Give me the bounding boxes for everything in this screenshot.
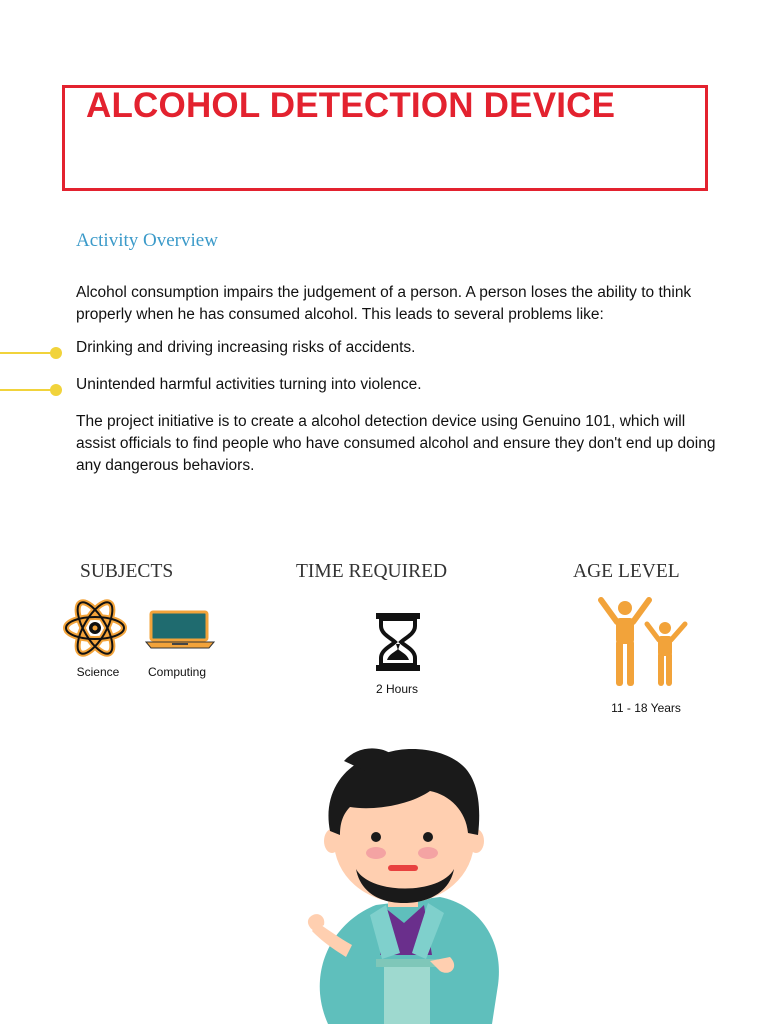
age-value: 11 - 18 Years [611,701,681,715]
activity-overview-heading: Activity Overview [76,230,218,251]
bullet-dot [50,384,62,396]
atom-icon [63,597,127,659]
people-icon [597,596,691,688]
age-level-heading: AGE LEVEL [573,561,680,582]
time-value: 2 Hours [375,682,419,696]
overview-intro: Alcohol consumption impairs the judgement of a person. A person loses the ability to think properly when he has consumed alcohol. This leads to several problems like: [76,284,692,323]
overview-closing: The project initiative is to create a alcohol detection device using Genuino 101, which will assist officials to find people who have consumed alcohol and ensure they don't end up doing any dangerous behaviors. [76,413,716,474]
subjects-heading: SUBJECTS [80,561,174,582]
time-required-heading: TIME REQUIRED [296,561,448,582]
bullet-item: Drinking and driving increasing risks of accidents. [76,339,416,356]
bullet-line [0,352,56,354]
bullet-item: Unintended harmful activities turning into violence. [76,376,422,393]
hourglass-icon [375,612,421,672]
subject-label-science: Science [76,665,120,679]
page-title: ALCOHOL DETECTION DEVICE [86,86,616,125]
cartoon-character-illustration [300,745,510,1024]
bullet-dot [50,347,62,359]
laptop-icon [145,610,215,650]
bullet-line [0,389,56,391]
subject-label-computing: Computing [147,665,207,679]
